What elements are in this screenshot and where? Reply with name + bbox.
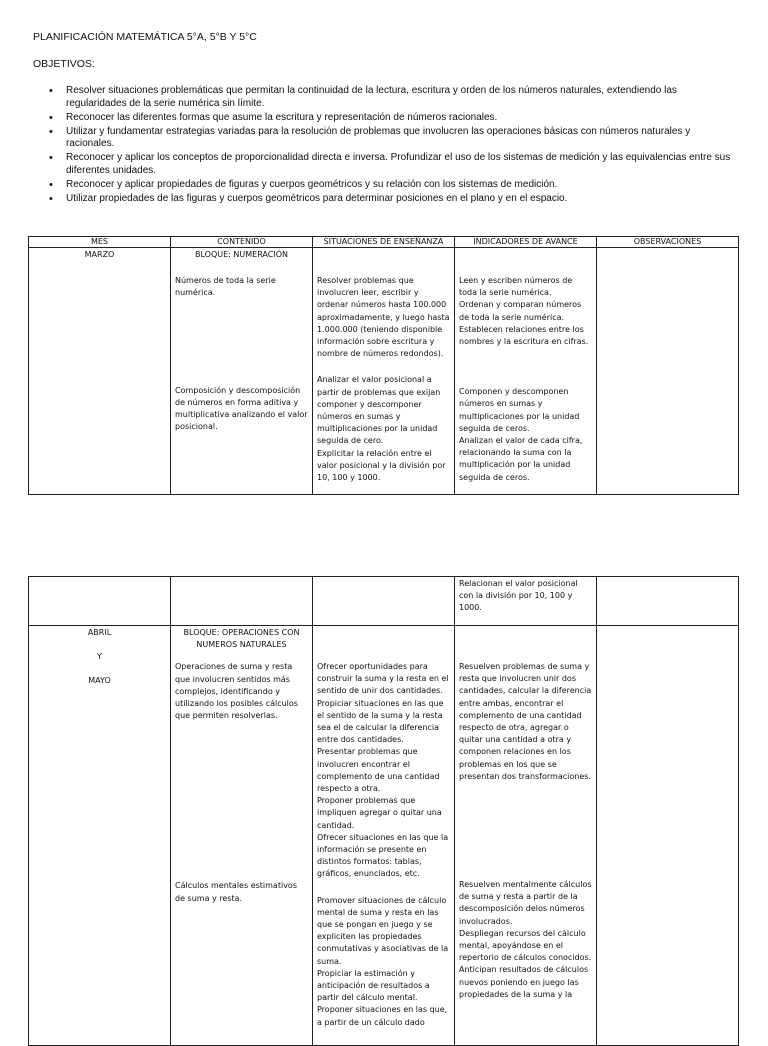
header-situaciones: SITUACIONES DE ENSEÑANZA — [313, 237, 455, 248]
objective-item: • Utilizar y fundamentar estrategias variadas para la resolución de problemas que involucren las operaciones básicas con números naturales y racionales. — [49, 126, 739, 151]
objective-item: • Utilizar propiedades de las figuras y cuerpos geométricos para determinar posiciones en el plano y en el espacio. — [49, 193, 739, 206]
header-observaciones: OBSERVACIONES — [597, 237, 739, 248]
text-line: Proponer situaciones en las que, a partir de un cálculo dado — [317, 1005, 448, 1027]
indicators-text — [459, 275, 592, 348]
block-title: BLOQUE: OPERACIONES CON NUMEROS NATURALES — [183, 628, 300, 650]
indicators-text: Relacionan el valor posicional con la división por 10, 100 y 1000. — [459, 579, 578, 613]
header-contenido: CONTENIDO — [171, 237, 313, 248]
text-line: Propiciar la estimación y anticipación de resultados a partir del cálculo mental. — [317, 968, 430, 1003]
situations-cell — [313, 577, 455, 626]
situations-text — [317, 895, 450, 1029]
month-conjunction: Y — [97, 652, 102, 662]
month-label: MAYO — [88, 676, 111, 686]
month-label: ABRIL — [87, 628, 112, 637]
text-line: Leen y escriben números de toda la serie numérica. — [459, 276, 573, 298]
text-line: Presentar problemas que involucren encontrar el complemento de una cantidad respecto a otra. — [317, 747, 440, 794]
indicators-cell — [455, 248, 597, 495]
text-line: Componen y descomponen números en sumas y multiplicaciones por la unidad seguida de ceros. — [459, 387, 580, 433]
month-cell — [29, 248, 171, 495]
text-line: Resolver problemas que involucren leer, escribir y ordenar números hasta 100.000 aproximadamente, y luego hasta 1.000.000 (teniendo disponible información sobre escritura y nombre de números redondos). — [317, 276, 450, 359]
planning-table-abril-mayo — [28, 576, 739, 1046]
indicators-cell — [455, 626, 597, 1046]
objectives-label: OBJETIVOS: — [33, 58, 95, 70]
observations-cell — [597, 248, 739, 495]
text-line: Despliegan recursos del cálculo mental, apoyándose en el repertorio de cálculos conocidos. — [459, 928, 592, 963]
text-line: Ofrecer situaciones en las que la información se presente en distintos formatos: tablas, gráficos, enunciados, etc. — [317, 832, 449, 879]
content-cell — [171, 626, 313, 1046]
indicators-cell — [455, 577, 597, 626]
header-mes: MES — [29, 237, 171, 248]
objective-item: • Reconocer las diferentes formas que asume la escritura y representación de números racionales. — [49, 112, 739, 125]
objective-item: • Resolver situaciones problemáticas que permitan la continuidad de la lectura, escritura y orden de los números naturales, extendiendo las regularidades de la serie numérica sin límite. — [49, 85, 739, 110]
month-cell — [29, 626, 171, 1046]
text-line: Resuelven mentalmente cálculos de suma y resta a partir de la descomposición delos números involucrados. — [459, 880, 592, 926]
objectives-list — [49, 85, 739, 207]
situations-cell — [313, 248, 455, 495]
text-line: Proponer problemas que impliquen agregar o quitar una cantidad. — [317, 796, 442, 830]
content-text: Números de toda la serie numérica. — [175, 276, 276, 298]
indicators-text — [459, 386, 592, 484]
content-text: Operaciones de suma y resta que involucren sentidos más complejos, identificando y utilizando los posibles cálculos que permiten resolverlas. — [175, 662, 298, 721]
content-text: Composición y descomposición de números en forma aditiva y multiplicativa analizando el valor posicional. — [175, 385, 308, 432]
objective-item: • Reconocer y aplicar los conceptos de proporcionalidad directa e inversa. Profundizar el uso de los sistemas de medición y las equivalencias entre sus diferentes unidades. — [49, 152, 739, 177]
text-line: Analizan el valor de cada cifra, relacionando la suma con la multiplicación por la unidad seguida de ceros. — [459, 436, 583, 482]
table-row — [29, 248, 739, 495]
situations-text — [317, 275, 450, 360]
content-cell — [171, 248, 313, 495]
text-line: Promover situaciones de cálculo mental de suma y resta en las que se pongan en juego y se expliciten las propiedades conmutativas y asociativas de la suma. — [317, 895, 449, 966]
situations-text — [317, 374, 450, 484]
situations-text — [317, 661, 450, 881]
month-label: MARZO — [84, 250, 115, 259]
month-cell — [29, 577, 171, 626]
block-title: BLOQUE: NUMERACIÓN — [195, 250, 288, 259]
indicators-text — [459, 879, 592, 1001]
text-line: Anticipan resultados de cálculos nuevos poniendo en juego las propiedades de la suma y la — [459, 965, 589, 999]
table-row — [29, 577, 739, 626]
observations-cell — [597, 626, 739, 1046]
planning-table-marzo — [28, 236, 739, 495]
text-line: Resuelven problemas de suma y resta que involucren unir dos cantidades, calcular la diferencia entre ambas, encontrar el complemento de una cantidad respecto de otra, agregar o quitar una cantidad a otra y componen relaciones en los problemas en los que se presentan dos transformaciones. — [459, 662, 592, 781]
situations-cell — [313, 626, 455, 1046]
objective-item: • Reconocer y aplicar propiedades de figuras y cuerpos geométricos y su relación con los sistemas de medición. — [49, 179, 739, 192]
text-line: Establecen relaciones entre los nombres y la escritura en cifras. — [459, 324, 589, 347]
table-header-row — [29, 237, 739, 248]
text-line: Ordenan y comparan números de toda la serie numérica. — [459, 300, 582, 322]
indicators-text — [459, 661, 592, 783]
text-line: Propiciar situaciones en las que el sentido de la suma y la resta sea el de calcular la diferencia entre dos cantidades. — [317, 698, 444, 745]
text-line: Analizar el valor posicional a partir de problemas que exijan componer y descomponer números en sumas y multiplicaciones por la unidad seguida de cero. — [317, 375, 441, 446]
text-line: Ofrecer oportunidades para construir la suma y la resta en el sentido de unir dos cantidades. — [317, 662, 449, 696]
text-line: Explicitar la relación entre el valor posicional y la división por 10, 100 y 1000. — [317, 448, 446, 483]
table-row — [29, 626, 739, 1046]
document-title: PLANIFICACIÓN MATEMÁTICA 5°A, 5°B Y 5°C — [33, 31, 257, 43]
header-indicadores: INDICADORES DE AVANCE — [455, 237, 597, 248]
observations-cell — [597, 577, 739, 626]
content-cell — [171, 577, 313, 626]
content-text: Cálculos mentales estimativos de suma y resta. — [175, 881, 297, 903]
